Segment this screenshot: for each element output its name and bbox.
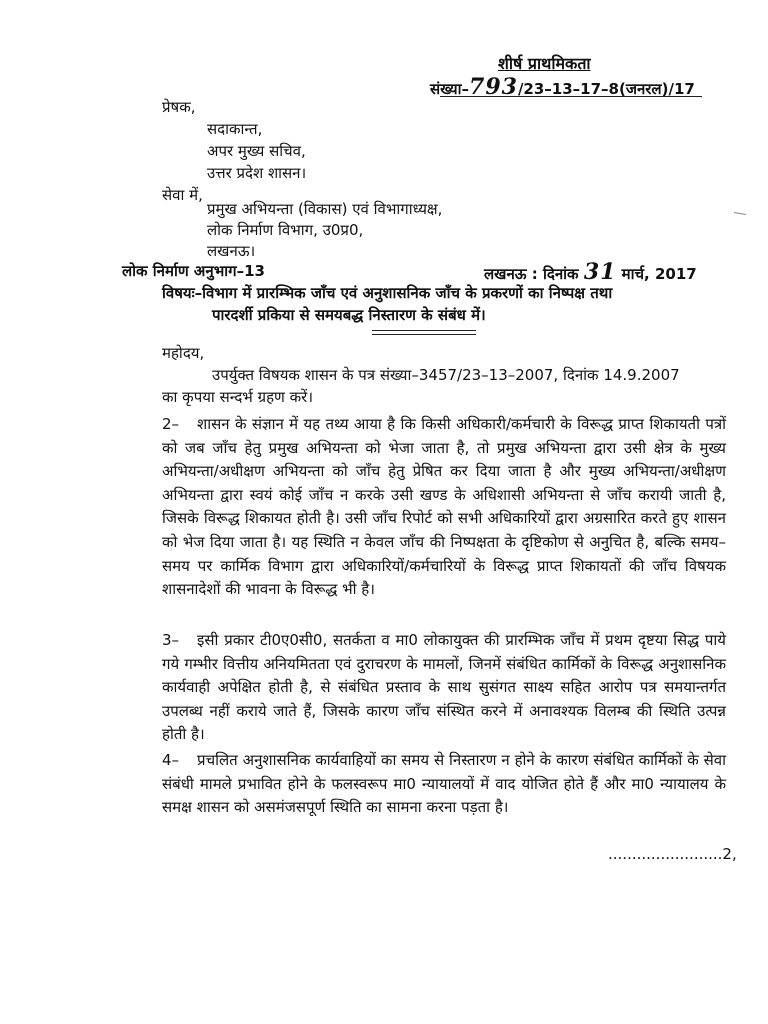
date-handwritten-day: 31: [583, 259, 617, 285]
intro-line-1: उपर्युक्त विषयक शासन के पत्र संख्या–3457/23–13–2007, दिनांक 14.9.2007: [212, 366, 680, 384]
sender-name: सदाकान्त,: [207, 120, 263, 138]
reference-handwritten-number: 793: [469, 74, 518, 100]
sender-label: प्रेषक,: [162, 98, 196, 116]
sender-office: उत्तर प्रदेश शासन।: [207, 164, 307, 182]
recipient-line-2: लोक निर्माण विभाग, उ0प्र0,: [207, 221, 364, 239]
subject-rule-bottom: [372, 334, 476, 335]
recipient-label: सेवा में,: [162, 186, 203, 204]
paragraph-4: [162, 749, 726, 820]
paragraph-3-text: इसी प्रकार टी0ए0सी0, सतर्कता व मा0 लोकायुक्त की प्रारम्भिक जाँच में प्रथम दृष्टया सिद्ध पाये गये गम्भीर वित्तीय अनियमितता एवं दुराचरण के मामलों, जिनमें संबंधित कार्मिकों के विरूद्ध अनुशासनिक कार्यवाही अपेक्षित होती है, से संबंधित प्रस्ताव के साथ सुसंगत साक्ष्य सहित आरोप पत्र समयान्तर्गत उपलब्ध नहीं कराये जाते हैं, जिसके कारण जाँच संस्थित करने में अनावश्यक विलम्ब की स्थिति उत्पन्न होती है।: [162, 631, 726, 744]
reference-suffix: /23–13–17–8(जनरल)/17: [517, 80, 695, 98]
recipient-line-3: लखनऊ।: [207, 242, 256, 260]
reference-prefix: संख्या–: [430, 80, 470, 98]
paragraph-4-text: प्रचलित अनुशासनिक कार्यवाहियों का समय से निस्तारण न होने के कारण संबंधित कार्मिकों के सेवा संबंधी मामले प्रभावित होने के फलस्वरूप मा0 न्यायालयों में वाद योजित होते हैं और मा0 न्यायालय के समक्ष शासन को असमंजसपूर्ण स्थिति का सामना करना पड़ता है।: [162, 751, 726, 817]
paragraph-4-number: 4–: [162, 751, 180, 769]
continuation-marker: ........................2,: [608, 845, 737, 863]
subject-rule-top: [372, 330, 476, 331]
paragraph-2-number: 2–: [162, 415, 180, 433]
sender-designation: अपर मुख्य सचिव,: [207, 142, 306, 160]
reference-underline: [440, 96, 702, 97]
recipient-line-1: प्रमुख अभियन्ता (विकास) एवं विभागाध्यक्ष,: [207, 200, 443, 218]
intro-line-2: का कृपया सन्दर्भ ग्रहण करें।: [162, 388, 313, 406]
priority-heading: शीर्ष प्राथमिकता: [498, 54, 591, 73]
date-suffix: मार्च, 2017: [621, 265, 697, 283]
subject-line-2: पारदर्शी प्रकिया से समयबद्ध निस्तारण के संबंध में।: [212, 306, 486, 324]
paragraph-2: [162, 413, 726, 602]
subject-line-1: विषयः–विभाग में प्रारम्भिक जाँच एवं अनुशासनिक जाँच के प्रकरणों का निष्पक्ष तथा: [162, 284, 613, 302]
paragraph-3-number: 3–: [162, 631, 180, 649]
margin-mark: [734, 212, 746, 215]
date-prefix: लखनऊ : दिनांक: [484, 265, 579, 283]
reference-number: [430, 74, 695, 102]
paragraph-3: [162, 629, 726, 747]
section-name: लोक निर्माण अनुभाग–13: [122, 262, 265, 280]
salutation: महोदय,: [162, 344, 205, 362]
letter-date: [484, 259, 697, 287]
paragraph-2-text: शासन के संज्ञान में यह तथ्य आया है कि किसी अधिकारी/कर्मचारी के विरूद्ध प्राप्त शिकायती पत्रों को जब जाँच हेतु प्रमुख अभियन्ता को भेजा जाता है, तो प्रमुख अभियन्ता द्वारा उसी क्षेत्र के मुख्य अभियन्ता/अधीक्षण अभियन्ता को जाँच हेतु प्रेषित कर दिया जाता है और मुख्य अभियन्ता/अधीक्षण अभियन्ता द्वारा स्वयं कोई जाँच न करके उसी खण्ड के अधिशासी अभियन्ता से जाँच करायी जाती है, जिसके विरूद्ध शिकायत होती है। उसी जाँच रिपोर्ट को सभी अधिकारियों द्वारा अग्रसारित करते हुए शासन को भेज दिया जाता है। यह स्थिति न केवल जाँच की निष्पक्षता के दृष्टिकोण से अनुचित है, बल्कि समय–समय पर कार्मिक विभाग द्वारा अधिकारियों/कर्मचारियों के विरूद्ध प्राप्त शिकायतों की जाँच विषयक शासनादेशों की भावना के विरूद्ध भी है।: [162, 415, 726, 599]
